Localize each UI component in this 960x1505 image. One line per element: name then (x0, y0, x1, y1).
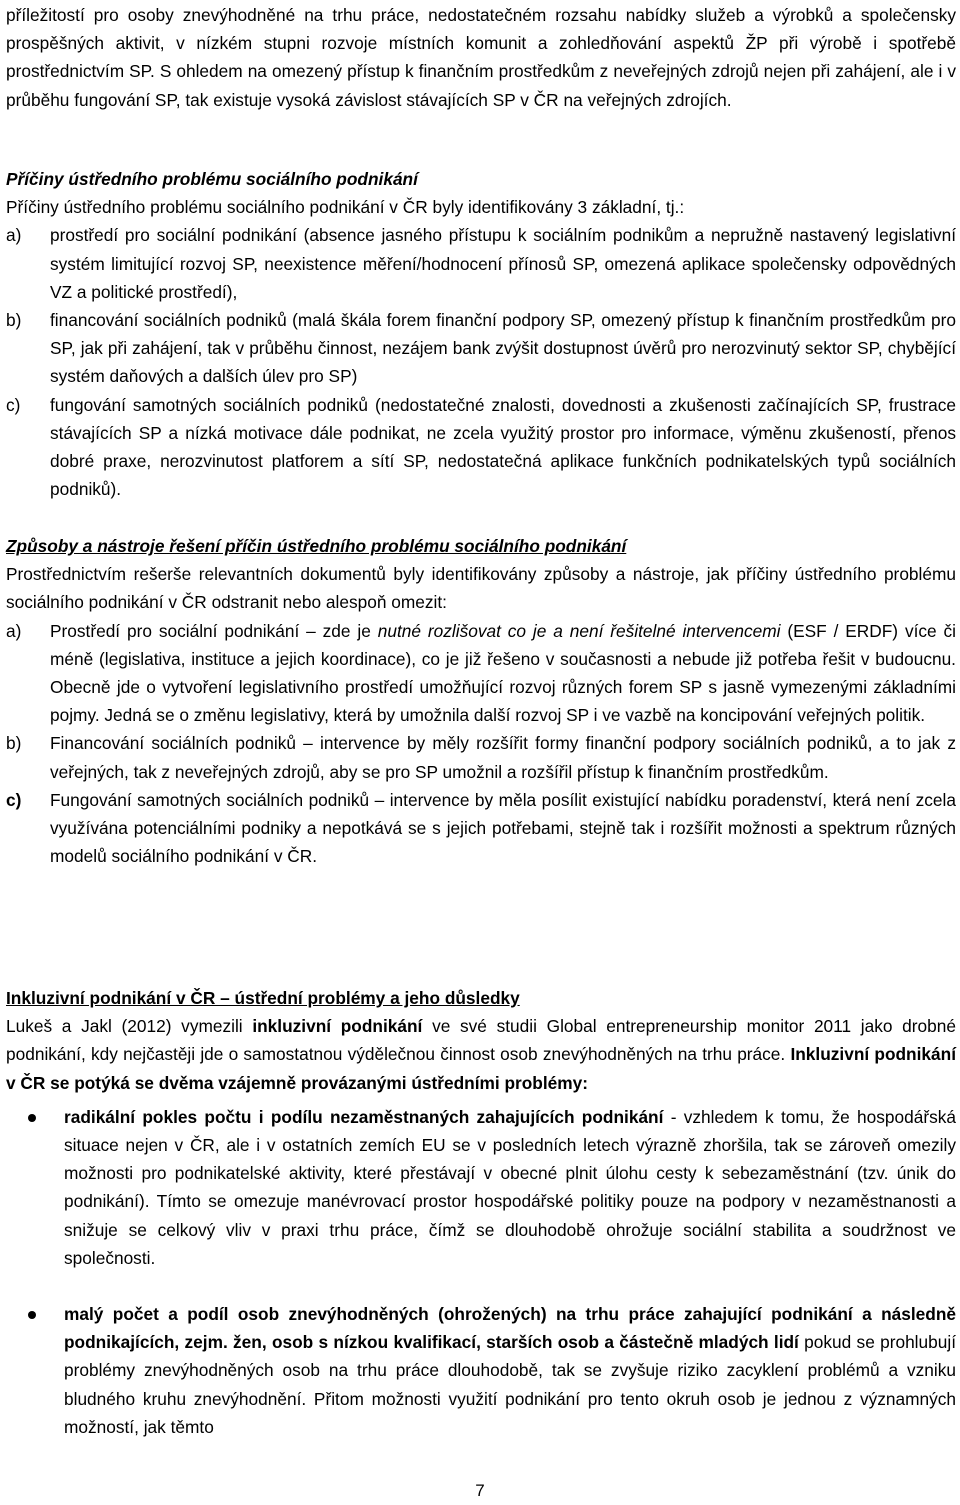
intro-paragraph: příležitostí pro osoby znevýhodněné na trhu práce, nedostatečném rozsahu nabídky služeb a výrobků a společensky prospěšných aktivit, v nízkém stupni rozvoje místních komunit a zohledňování aspektů ŽP při výrobě i spotřebě prostřednictvím SP. S ohledem na omezený přístup k finančním prostředkům z neveřejných zdrojů nejen při zahájení, ale i v průběhu fungování SP, tak existuje vysoká závislost stávajících SP v ČR na veřejných zdrojích. (6, 5, 956, 110)
inclusive-bullet-2 (6, 1300, 956, 1441)
list-marker: c) (6, 789, 22, 810)
page-number: 7 (475, 1481, 485, 1500)
inclusive-bold-term: inkluzivní podnikání (252, 1016, 423, 1037)
list-item-text: fungování samotných sociálních podniků (nedostatečné znalosti, dovednosti a zkušenosti začínajících SP, frustrace stávajících SP a nízká motivace dále podnikat, ne zcela využitý prostor pro informace, výměnu zkušeností, přenos dobré praxe, nerozvinutost platforem a sítí SP, nedostatečná aplikace funkčních podnikatelských typů sociálních podniků). (50, 394, 956, 500)
causes-item-a (6, 221, 956, 306)
bullet-icon (28, 1114, 36, 1122)
inclusive-text-2: ve své studii Global entrepreneurship monitor 2011 jako drobné podnikání, kdy nejčastěji jde o samostatnou výdělečnou činnost osob znevýhodněných na trhu práce. (6, 1016, 956, 1065)
list-item-text: Financování sociálních podniků – intervence by měly rozšířit formy finanční podpory sociálních podniků, a to jak z veřejných, tak z neveřejných zdrojů, aby se pro SP umožnil a rozšířil přístup k finančním prostředkům. (50, 733, 956, 782)
causes-lead: Příčiny ústředního problému sociálního podnikání v ČR byly identifikovány 3 základní, tj.: (6, 197, 685, 218)
causes-heading: Příčiny ústředního problému sociálního podnikání (6, 169, 418, 189)
inclusive-heading: Inkluzivní podnikání v ČR – ústřední problémy a jeho důsledky (6, 988, 520, 1008)
bullet-bold-text: radikální pokles počtu i podílu nezaměstnaných zahajujících podnikání (64, 1106, 664, 1127)
list-item-text: Fungování samotných sociálních podniků – intervence by měla posílit existující nabídku poradenství, která není zcela využívána potenciálními podniky a nepotkává se s jejich potřebami, stejně tak i rozšířit možnosti a spektrum různých modelů sociálního podnikání v ČR. (50, 789, 956, 867)
inclusive-section (6, 984, 956, 1441)
list-marker: b) (6, 733, 22, 754)
solutions-item-a (6, 617, 956, 730)
solutions-lead: Prostřednictvím rešerše relevantních dokumentů byly identifikovány způsoby a nástroje, jak příčiny ústředního problému sociálního podnikání v ČR odstranit nebo alespoň omezit: (6, 564, 956, 613)
bullet-icon (28, 1311, 36, 1319)
bullet-text: pokud se prohlubují problémy znevýhodněných osob na trhu práce dlouhodobě, tak se zvyšuje riziko zacyklení problémů a vzniku bludného kruhu znevýhodnění. Přitom možnosti využití podnikání pro tento okruh osob je jednou z významných možností, jak těmto (64, 1332, 956, 1437)
causes-section (6, 165, 956, 503)
list-item-italic: nutné rozlišovat co je a není řešitelné intervencemi (377, 620, 781, 641)
inclusive-bold-statement: Inkluzivní podnikání v ČR se potýká se dvěma vzájemně provázanými ústředními problémy: (6, 1044, 956, 1093)
intro-block (6, 1, 956, 114)
bullet-text: - vzhledem k tomu, že hospodářská situace nejen v ČR, ale i v ostatních zemích EU se v posledních letech výrazně zhoršila, tak se zároveň omezily možnosti pro podnikatelské aktivity, které přestávají v obecné plnit úlohu cesty k sebezaměstnání (tzv. únik do podnikání). Tímto se omezuje manévrovací prostor hospodářské politiky pouze na podpory v nezaměstnanosti a snižuje se celkový vliv v praxi trhu práce, čímž se dlouhodobě ohrožuje sociální stabilita a soudržnost ve společnosti. (64, 1106, 957, 1268)
list-marker: b) (6, 310, 22, 331)
list-item-text: financování sociálních podniků (malá škála forem finanční podpory SP, omezený přístup k finančním prostředkům pro SP, jak při zahájení, tak v průběhu činnost, nezájem bank zvýšit dostupnost úvěrů pro nerozvinutý sektor SP, chybějící systém daňových a dalších úlev pro SP) (50, 310, 956, 387)
list-marker: c) (6, 394, 21, 415)
solutions-item-c (6, 786, 956, 871)
solutions-item-b (6, 729, 956, 785)
inclusive-paragraph (6, 1012, 956, 1097)
inclusive-text-1: Lukeš a Jakl (2012) vymezili (6, 1016, 253, 1037)
list-item-text-1: Prostředí pro sociální podnikání – zde je (50, 620, 378, 641)
solutions-heading: Způsoby a nástroje řešení příčin ústředního problému sociálního podnikání (6, 536, 627, 556)
inclusive-bullet-1 (6, 1103, 956, 1272)
list-marker: a) (6, 225, 22, 246)
list-item-text: prostředí pro sociální podnikání (absence jasného přístupu k sociálním podnikům a nepružně nastavený legislativní systém limitující rozvoj SP, neexistence měření/hodnocení přínosů SP, omezená aplikace společensky odpovědných VZ a politické prostředí), (50, 225, 956, 302)
bullet-bold-text: malý počet a podíl osob znevýhodněných (ohrožených) na trhu práce zahajující podnikání a následně podnikajících, zejm. žen, osob s nízkou kvalifikací, starších osob a částečně mladých lidí (64, 1304, 956, 1353)
causes-item-b (6, 306, 956, 391)
solutions-section (6, 532, 956, 870)
list-marker: a) (6, 620, 22, 641)
causes-item-c (6, 391, 956, 504)
list-item-text-2: (ESF / ERDF) více či méně (legislativa, instituce a jejich koordinace), co je již řešeno v současnosti a nebude již potřeba řešit v budoucnu. Obecně jde o vytvoření legislativního prostředí umožňující rozvoj různých forem SP s jasně vymezenými základními pojmy. Jedná se o změnu legislativy, která by umožnila další rozvoj SP i ve vazbě na koncipování veřejných politik. (50, 620, 956, 726)
